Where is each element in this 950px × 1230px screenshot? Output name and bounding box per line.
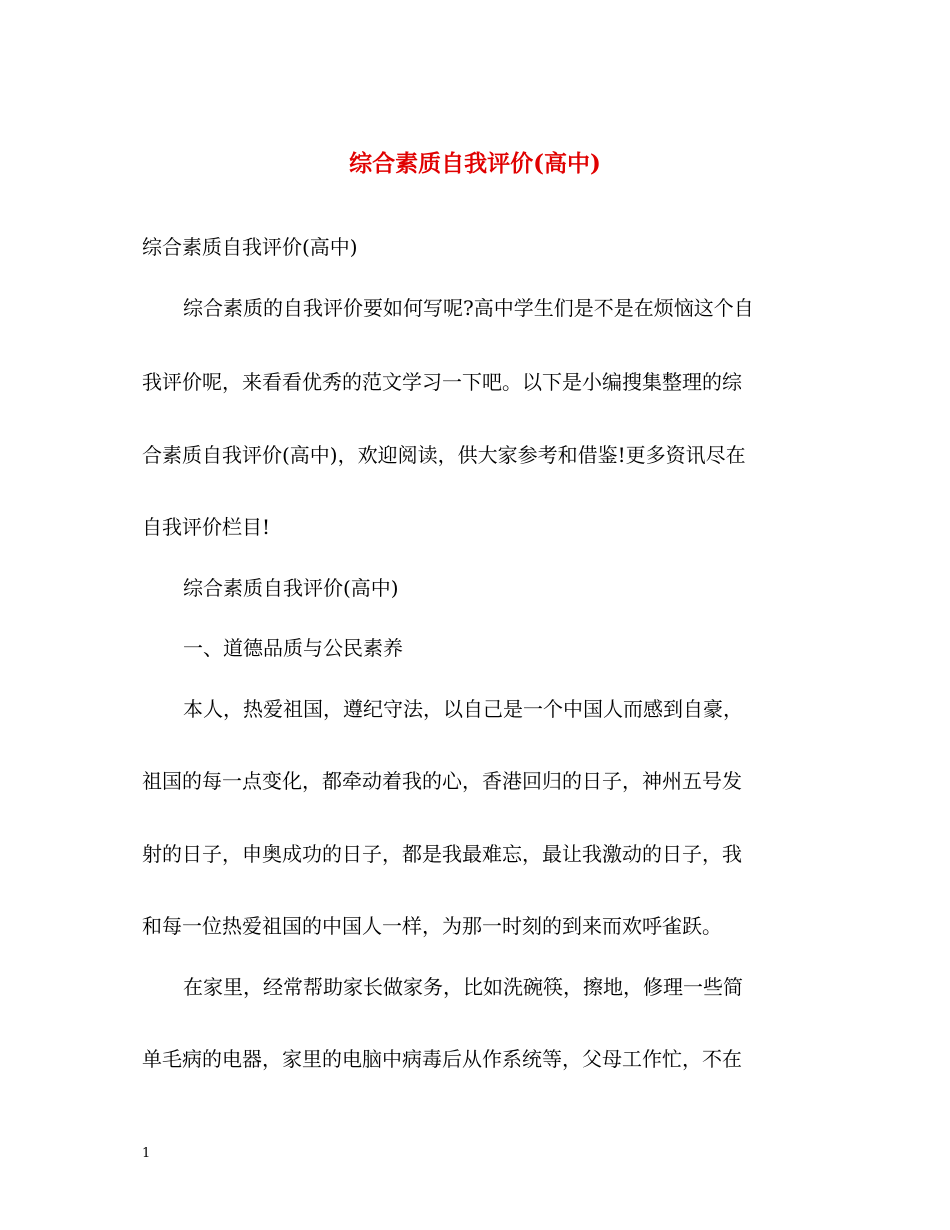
body-line: 在家里，经常帮助家长做家务，比如洗碗筷，擦地，修理一些简	[183, 975, 743, 999]
page-number: 1	[142, 1146, 151, 1161]
body-line: 祖国的每一点变化，都牵动着我的心，香港回归的日子，神州五号发	[142, 769, 742, 793]
section-heading: 一、道德品质与公民素养	[183, 636, 403, 660]
body-line: 射的日子，申奥成功的日子，都是我最难忘，最让我激动的日子，我	[142, 842, 742, 866]
body-line: 和每一位热爱祖国的中国人一样，为那一时刻的到来而欢呼雀跃。	[142, 914, 722, 938]
body-line: 自我评价栏目!	[142, 515, 271, 539]
body-line: 合素质自我评价(高中)，欢迎阅读，供大家参考和借鉴!更多资讯尽在	[142, 443, 746, 467]
subtitle-line: 综合素质自我评价(高中)	[142, 235, 358, 259]
section-heading: 综合素质自我评价(高中)	[183, 576, 399, 600]
body-line: 本人，热爱祖国，遵纪守法，以自己是一个中国人而感到自豪，	[183, 697, 743, 721]
document-title: 综合素质自我评价(高中)	[349, 150, 601, 177]
body-line: 我评价呢，来看看优秀的范文学习一下吧。以下是小编搜集整理的综	[142, 370, 742, 394]
body-line: 综合素质的自我评价要如何写呢?高中学生们是不是在烦恼这个自	[183, 296, 754, 320]
body-line: 单毛病的电器，家里的电脑中病毒后从作系统等，父母工作忙，不在	[142, 1047, 742, 1071]
